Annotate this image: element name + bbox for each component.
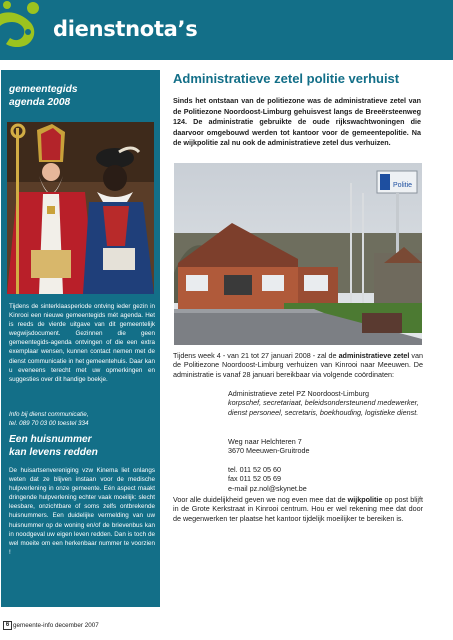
police-building-image (174, 163, 422, 345)
gemeentegids-paragraph: Tijdens de sinterklaasperiode ontving ieder gezin in Kinrooi een nieuwe gemeentegids mét agenda. Het is reeds de vierde uitgave van dit gemeentelijk wegwijsdocument. Gezinnen die geen gemeentegids-agenda ontvingen of die een extra exemplaar wensen, kunnen contact nemen met de dienst communicatie in het gemeentehuis. Daar kan u eveneens terecht met uw opmerkingen en suggesties over dit handige boekje. (9, 303, 155, 383)
text-run: Tijdens week 4 - van 21 tot 27 januari 2008 - zal de (173, 351, 339, 360)
sidebar (1, 70, 160, 607)
address-street: Weg naar Helchteren 7 (228, 437, 302, 446)
fax-number: fax 011 52 05 69 (228, 474, 282, 484)
text-run-bold: administratieve zetel (338, 351, 410, 360)
article-paragraph-move (173, 351, 423, 379)
heading-line: kan levens redden (9, 446, 98, 458)
sidebar-heading-gemeentegids (9, 84, 159, 109)
sidebar-heading-huisnummer (9, 434, 159, 459)
sinterklaas-image (7, 122, 154, 294)
article-intro: Sinds het ontstaan van de politiezone was de administratieve zetel van de Politiezone Noordoost-Limburg gehuisvest langs de Breeërsteenweg 124. De administratie gebruikte de oude rijkswachtwoningen die daarvoor omgebouwd werden tot kantoor voor de gemeentepolitie. Na de wijkpolitie zal nu ook de administratieve zetel dus verhuizen. (173, 96, 421, 148)
huisnummer-paragraph: De huisartsenvereniging vzw Kinema liet onlangs weten dat ze blijven instaan voor de medische hulpverlening in onze gemeente. Eén aspect maakt dringende hulpverlening echter vaak moeilijk: slecht leesbare, onzichtbare of soms zelfs ontbrekende huisnummers. Een duidelijke vermelding van uw huisnummer op de woning en/of de brievenbus kan in noodgeval uw eigen leven redden. Dan is toch de wel moeite om een herkenbaar nummer te voorzien ! (9, 467, 155, 556)
info-line: tel. 089 70 03 00 toestel 334 (9, 420, 89, 428)
frog-logo-icon (0, 0, 44, 48)
heading-line: agenda 2008 (9, 96, 71, 108)
page-title: dienstnota’s (53, 17, 198, 41)
contact-block (228, 465, 428, 493)
article-paragraph-wijkpolitie (173, 495, 423, 523)
info-line: Info bij dienst communicatie, (9, 411, 89, 418)
text-run: op post blijft in de Grote Kerkstraat in Kinrooi centrum. Hou er wel rekening mee dat door de wegenwerken ter plaatse het kantoor tijdelijk moeilijker te bereiken is. (173, 495, 423, 523)
text-run: Voor alle duidelijkheid geven we nog even mee dat de (173, 495, 348, 504)
text-run-bold: wijkpolitie (347, 495, 383, 504)
phone-number: tel. 011 52 05 60 (228, 465, 282, 474)
address-name: Administratieve zetel PZ Noordoost-Limburg (228, 389, 370, 398)
gemeentegids-info (9, 410, 155, 428)
address-block (228, 389, 428, 417)
heading-line: Een huisnummer (9, 434, 92, 445)
police-building-photo (174, 163, 422, 345)
address-city: 3670 Meeuwen-Gruitrode (228, 446, 310, 456)
footer-text: gemeente-info december 2007 (13, 622, 99, 629)
sinterklaas-photo (7, 122, 154, 294)
page-header (0, 0, 453, 60)
text-run: van de Politiezone Noordoost-Limburg verhuizen van Kinrooi naar Meeuwen. De administratie is vanaf 28 januari bereikbaar via volgende coördinaten: (173, 351, 423, 379)
heading-line: gemeentegids (9, 84, 78, 95)
street-block (228, 437, 428, 456)
address-roles: korpschef, secretariaat, beleidsondersteunend medewerker, dienst personeel, secretaris, boekhouding, logistieke dienst. (228, 398, 419, 417)
page-number: 6 (3, 621, 12, 630)
article-title: Administratieve zetel politie verhuist (173, 71, 400, 86)
police-sign-text: Politie (393, 182, 413, 189)
email-address: e-mail pz.nol@skynet.be (228, 483, 307, 493)
